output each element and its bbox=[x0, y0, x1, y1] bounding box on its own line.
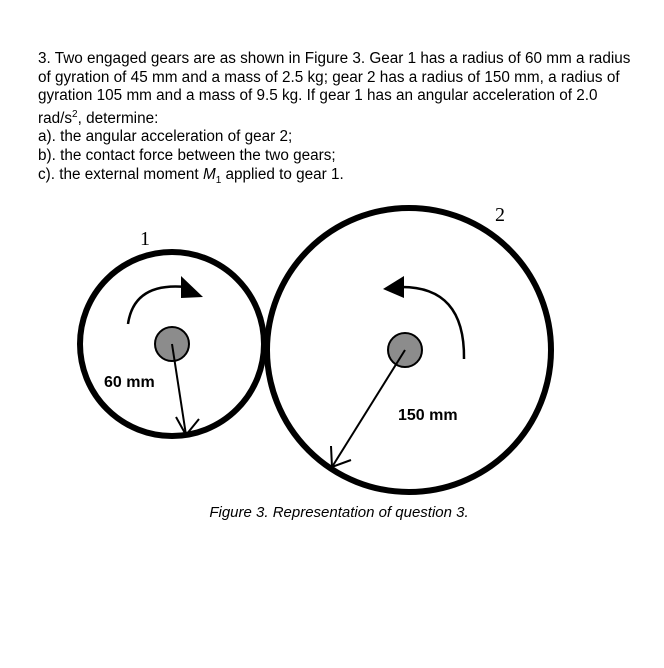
problem-intro-text: 3. Two engaged gears are as shown in Figure 3. Gear 1 has a radius of 60 mm a radius of gyration of 45 mm and a mass of 2.5 kg; gear 2 has a radius of 150 mm, a radius of gyration 105 mm and a mass of 9.5 kg. If gear 1 has an angular acceleration of 2.0 rad/s bbox=[38, 50, 631, 127]
part-b: b). the contact force between the two gears; bbox=[38, 147, 336, 165]
part-c-text: c). the external moment bbox=[38, 165, 203, 183]
gear-1-rotation-arrowhead bbox=[181, 276, 203, 298]
gear-1-rotation-arc bbox=[128, 286, 186, 324]
part-c-end: applied to gear 1. bbox=[221, 165, 344, 183]
gear-2-radius-label: 150 mm bbox=[398, 407, 458, 424]
problem-intro-end: , determine: bbox=[77, 109, 159, 127]
moment-subscript: 1 bbox=[215, 174, 222, 186]
moment-symbol: M bbox=[202, 165, 216, 183]
part-a: a). the angular acceleration of gear 2; bbox=[38, 128, 293, 146]
figure-caption: Figure 3. Representation of question 3. bbox=[209, 504, 469, 521]
gear-1-radius-label: 60 mm bbox=[104, 374, 155, 391]
gear-2-radius-line bbox=[332, 350, 405, 467]
gear-2-label: 2 bbox=[495, 204, 505, 226]
gear-2-rotation-arrowhead bbox=[383, 276, 404, 298]
superscript-2: 2 bbox=[72, 108, 78, 120]
gear-1-label: 1 bbox=[140, 228, 150, 250]
